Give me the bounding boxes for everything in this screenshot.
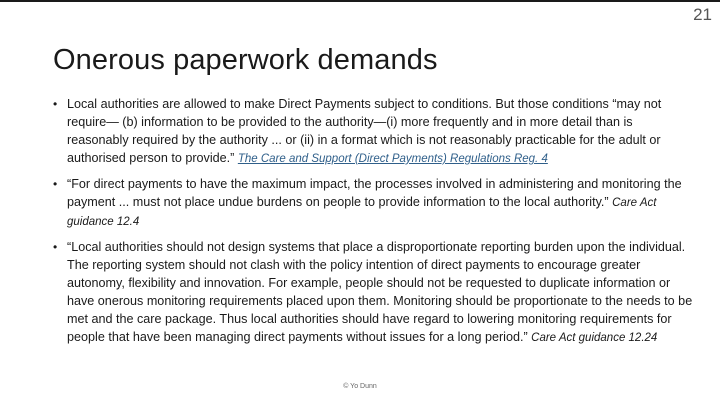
bullet-text: “Local authorities should not design systems that place a disproportionate reporting burden upon the individual. The reporting system should not clash with the policy intention of direct payments to encourage greater autonomy, flexibility and innovation. For example, people should not be requested to duplicate information or have onerous monitoring requirements placed upon them. Monitoring should be proportionate to the needs to be met and the care package. Thus local authorities should have regard to lowering monitoring requirements for people that have been managing direct payments without issues for a long period.” [67,240,693,344]
top-rule [0,0,720,2]
bullet-item [53,95,693,168]
bullet-item [53,175,693,231]
bullet-text: Local authorities are allowed to make Direct Payments subject to conditions. But those conditions “may not require— (b) information to be provided to the authority—(i) more frequently and in more detail than is reasonably required by the authority ... or (ii) in a format which is not reasonably practicable for the adult or authorised person to provide.” [67,97,662,165]
bullet-list [53,95,693,354]
citation: Care Act guidance 12.24 [531,332,658,344]
bullet-text: “For direct payments to have the maximum impact, the processes involved in administering and monitoring the payment ... must not place undue burdens on people to provide information to the local authority.” [67,177,682,209]
slide-title: Onerous paperwork demands [53,44,438,76]
bullet-item [53,238,693,347]
regulation-link[interactable]: The Care and Support (Direct Payments) Regulations Reg. 4 [237,153,548,165]
copyright-footer: © Yo Dunn [343,383,377,390]
slide-number: 21 [693,5,712,24]
citation: Care Act guidance 12.4 [67,197,657,228]
